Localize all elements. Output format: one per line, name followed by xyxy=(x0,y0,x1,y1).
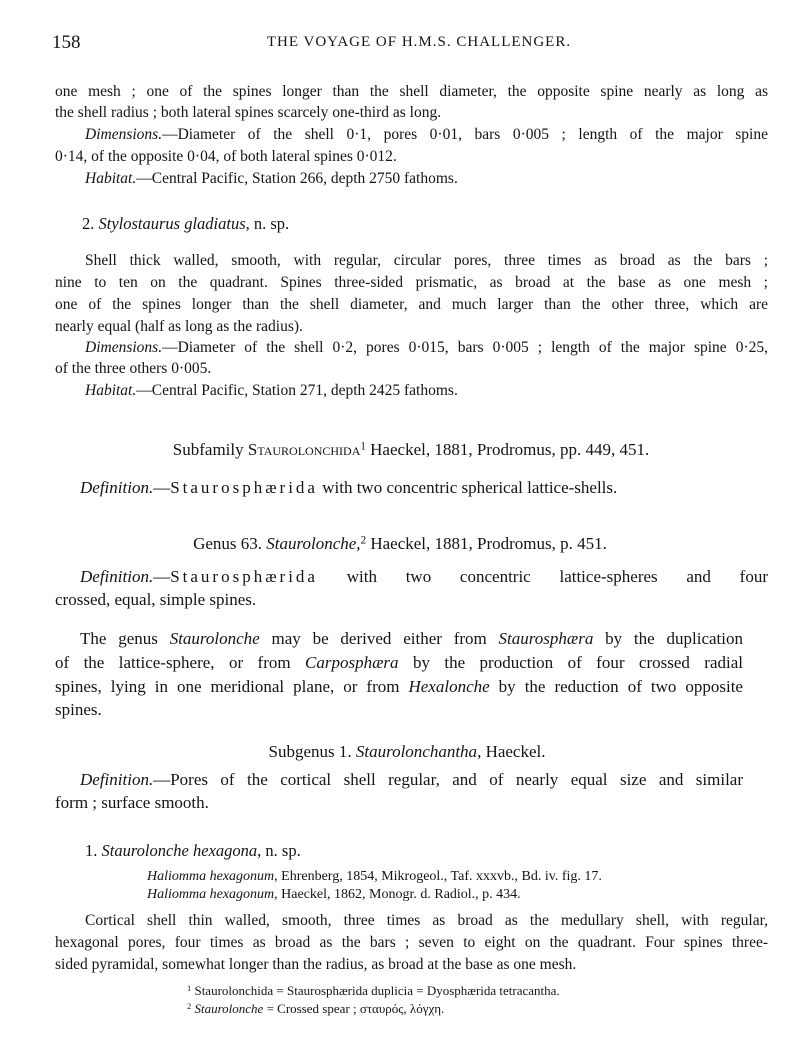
definition-line: Definition.—Pores of the cortical shell regular, and of nearly equal size and similar xyxy=(80,770,743,789)
species-heading: 1. Staurolonche hexagona, n. sp. xyxy=(85,841,301,860)
habitat-label: Habitat. xyxy=(85,170,137,187)
footnote: $^2$ Staurolonche = Crossed spear ; σταυρός, λόγχη. xyxy=(187,1000,445,1016)
dimensions-line: Dimensions.—Diameter of the shell 0·2, pores 0·015, bars 0·005 ; length of the major spine 0·25, xyxy=(85,339,768,356)
species-heading: 2. Stylostaurus gladiatus, n. sp. xyxy=(82,214,290,233)
body-line: Cortical shell thin walled, smooth, three times as broad as the medullary shell, with regular, xyxy=(85,912,768,929)
definition-line: Definition.—Staurosphærida with two concentric spherical lattice-shells. xyxy=(80,478,618,497)
body-line: one mesh ; one of the spines longer than the shell diameter, the opposite spine nearly as long as xyxy=(55,83,768,100)
subgenus-name: Staurolonchantha xyxy=(355,742,478,761)
body-line: The genus Staurolonche may be derived either from Staurosphæra by the duplication xyxy=(80,629,743,648)
footnote-marker: 1 xyxy=(360,440,366,453)
body-line: Shell thick walled, smooth, with regular, circular pores, three times as broad as the bars ; xyxy=(85,252,768,269)
dimensions-label: Dimensions. xyxy=(85,126,163,143)
spaced-taxon: Staurosphærida xyxy=(170,478,318,497)
habitat-line: Habitat.—Central Pacific, Station 271, depth 2425 fathoms. xyxy=(85,382,458,399)
definition-label: Definition. xyxy=(80,770,154,789)
subgenus-heading: Subgenus 1. Staurolonchantha, Haeckel. xyxy=(268,742,546,761)
dimensions-line: Dimensions.—Diameter of the shell 0·1, pores 0·01, bars 0·005 ; length of the major spine xyxy=(85,126,768,143)
definition-line: Definition.—Staurosphærida with two concentric lattice-spheres and four xyxy=(80,567,768,586)
definition-label: Definition. xyxy=(80,478,154,497)
body-line: spines, lying in one meridional plane, or from Hexalonche by the reduction of two opposite xyxy=(55,677,743,696)
body-line: the shell radius ; both lateral spines scarcely one-third as long. xyxy=(55,104,442,121)
synonym-line: Haliomma hexagonum, Haeckel, 1862, Monogr. d. Radiol., p. 434. xyxy=(147,887,521,902)
habitat-label: Habitat. xyxy=(85,382,137,399)
body-line: form ; surface smooth. xyxy=(55,793,209,812)
footnote-marker: 2 xyxy=(360,534,367,547)
genus-name: Staurolonche, xyxy=(266,534,361,553)
synonym-line: Haliomma hexagonum, Ehrenberg, 1854, Mikrogeol., Taf. xxxvb., Bd. iv. fig. 17. xyxy=(147,869,602,884)
running-header xyxy=(52,32,758,54)
species-name: Stylostaurus gladiatus xyxy=(98,214,246,233)
genus-heading: Genus 63. Staurolonche,$^2$ Haeckel, 1881, Prodromus, p. 451. xyxy=(193,534,607,553)
dimensions-label: Dimensions. xyxy=(85,339,163,356)
footnote: $^1$ Staurolonchida = Staurosphærida duplicia = Dyosphærida tetracantha. xyxy=(187,982,560,998)
subfamily-heading: Subfamily Staurolonchida$^1$ Haeckel, 1881, Prodromus, pp. 449, 451. xyxy=(172,440,650,459)
running-title: THE VOYAGE OF H.M.S. CHALLENGER. xyxy=(266,34,572,50)
body-line: nearly equal (half as long as the radius). xyxy=(55,318,303,335)
spaced-taxon: Staurosphærida xyxy=(170,567,318,586)
habitat-line: Habitat.—Central Pacific, Station 266, depth 2750 fathoms. xyxy=(85,170,458,187)
body-line: crossed, equal, simple spines. xyxy=(55,590,257,609)
body-line: sided pyramidal, somewhat longer than the radius, as broad at the base as one mesh. xyxy=(55,956,577,973)
body-line: of the lattice-sphere, or from Carposphæra by the production of four crossed radial xyxy=(55,653,743,672)
body-line: 0·14, of the opposite 0·04, of both lateral spines 0·012. xyxy=(55,148,397,165)
body-line: nine to ten on the quadrant. Spines three-sided prismatic, as broad at the base as one mesh ; xyxy=(55,274,768,291)
body-line: one of the spines longer than the shell diameter, and much larger than the other three, which are xyxy=(55,296,768,313)
species-name: Staurolonche hexagona xyxy=(101,841,258,860)
body-line: hexagonal pores, four times as broad as the bars ; seven to eight on the quadrant. Four spines three- xyxy=(55,934,768,951)
page-number: 158 xyxy=(52,32,81,53)
body-line: of the three others 0·005. xyxy=(55,360,212,377)
subfamily-name: Staurolonchida xyxy=(247,440,361,459)
body-line: spines. xyxy=(55,700,102,719)
definition-label: Definition. xyxy=(80,567,154,586)
